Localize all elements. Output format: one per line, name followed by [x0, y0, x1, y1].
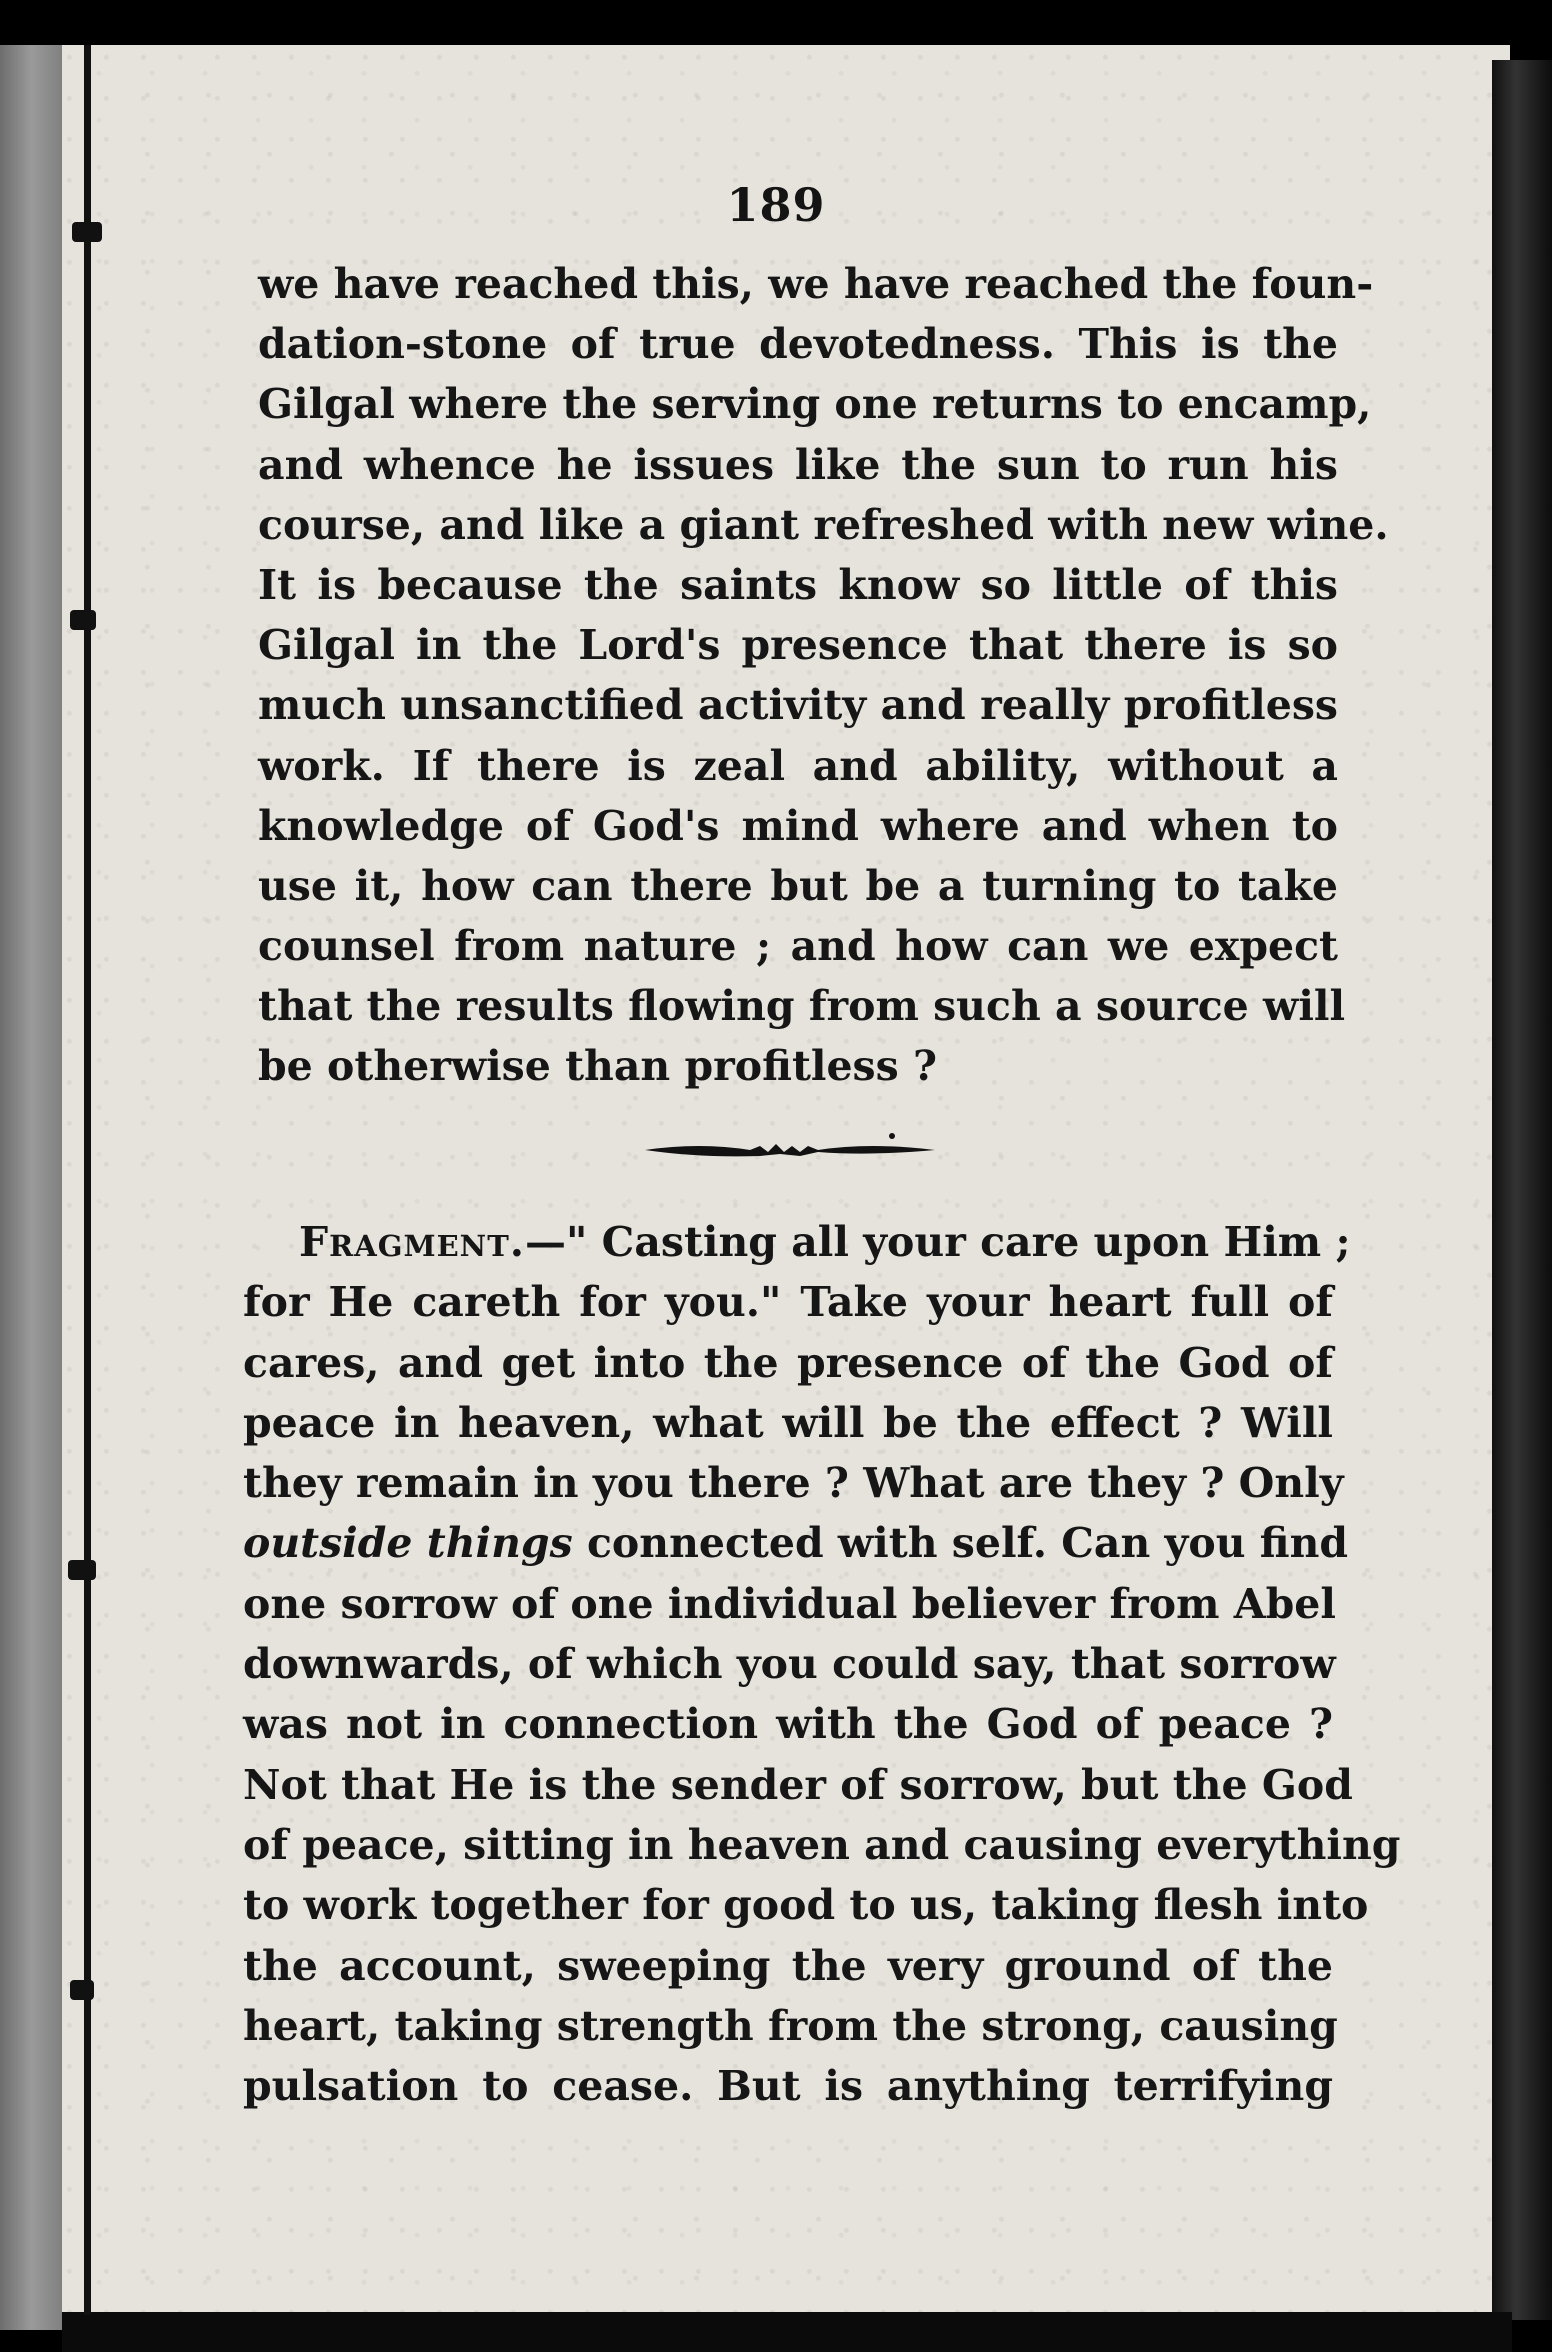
section-divider-ornament: [640, 1128, 940, 1168]
text-line: pulsation to cease. But is anything terrifying: [243, 2062, 1333, 2111]
text-line: that the results flowing from such a source will: [258, 982, 1346, 1031]
text-line: work. If there is zeal and ability, without a: [258, 741, 1338, 790]
text-line: be otherwise than profitless ?: [258, 1042, 938, 1091]
text-line: one sorrow of one individual believer from Abel: [243, 1579, 1336, 1628]
italic-phrase: outside things: [243, 1519, 573, 1568]
text-line-mixed: [243, 1513, 1349, 1573]
fragment-first-line: [243, 1212, 1351, 1272]
text-line: we have reached this, we have reached the foun-: [258, 260, 1374, 308]
text-line: Gilgal where the serving one returns to encamp,: [258, 380, 1372, 429]
text-line: counsel from nature ; and how can we expect: [258, 922, 1338, 971]
text-line: they remain in you there ? What are they ? Only: [243, 1459, 1344, 1508]
text-line: dation-stone of true devotedness. This is the: [258, 320, 1338, 369]
binding-thread: [84, 45, 91, 2315]
paragraph-continued: [258, 254, 1389, 1097]
page-edge-bottom: [62, 2312, 1512, 2352]
text-line: use it, how can there but be a turning to take: [258, 861, 1338, 910]
text-line: much unsanctified activity and really profitless: [258, 681, 1338, 730]
text-line: peace in heaven, what will be the effect ? Will: [243, 1398, 1333, 1447]
text-line: the account, sweeping the very ground of the: [243, 1941, 1333, 1990]
text-line: heart, taking strength from the strong, causing: [243, 2001, 1338, 2050]
text-line-fragment: connected with self. Can you find: [572, 1519, 1349, 1568]
text-line: Not that He is the sender of sorrow, but the God: [243, 1760, 1353, 1809]
text-line: It is because the saints know so little of this: [258, 560, 1338, 609]
page-number: 189: [726, 178, 826, 232]
text-line: knowledge of God's mind where and when to: [258, 801, 1338, 850]
text-line: was not in connection with the God of peace ?: [243, 1700, 1333, 1749]
text-line: course, and like a giant refreshed with new wine.: [258, 500, 1389, 549]
text-line: to work together for good to us, taking flesh into: [243, 1881, 1369, 1930]
binding-stitch: [68, 1560, 96, 1580]
fragment-heading: Fragment.: [299, 1218, 526, 1266]
fragment-paragraph: [243, 1212, 1401, 2116]
text-line: downwards, of which you could say, that sorrow: [243, 1640, 1336, 1689]
text-line: for He careth for you." Take your heart full of: [243, 1278, 1333, 1327]
text-line: and whence he issues like the sun to run his: [258, 440, 1338, 489]
page-edge-right: [1492, 60, 1552, 2320]
text-line: Gilgal in the Lord's presence that there is so: [258, 621, 1338, 670]
binding-margin: [0, 45, 70, 2330]
binding-stitch: [70, 610, 96, 630]
text-line: cares, and get into the presence of the God of: [243, 1338, 1333, 1387]
text-line: of peace, sitting in heaven and causing everything: [243, 1820, 1401, 1869]
binding-stitch: [70, 1980, 94, 2000]
text-line-fragment: —" Casting all your care upon Him ;: [525, 1218, 1351, 1266]
